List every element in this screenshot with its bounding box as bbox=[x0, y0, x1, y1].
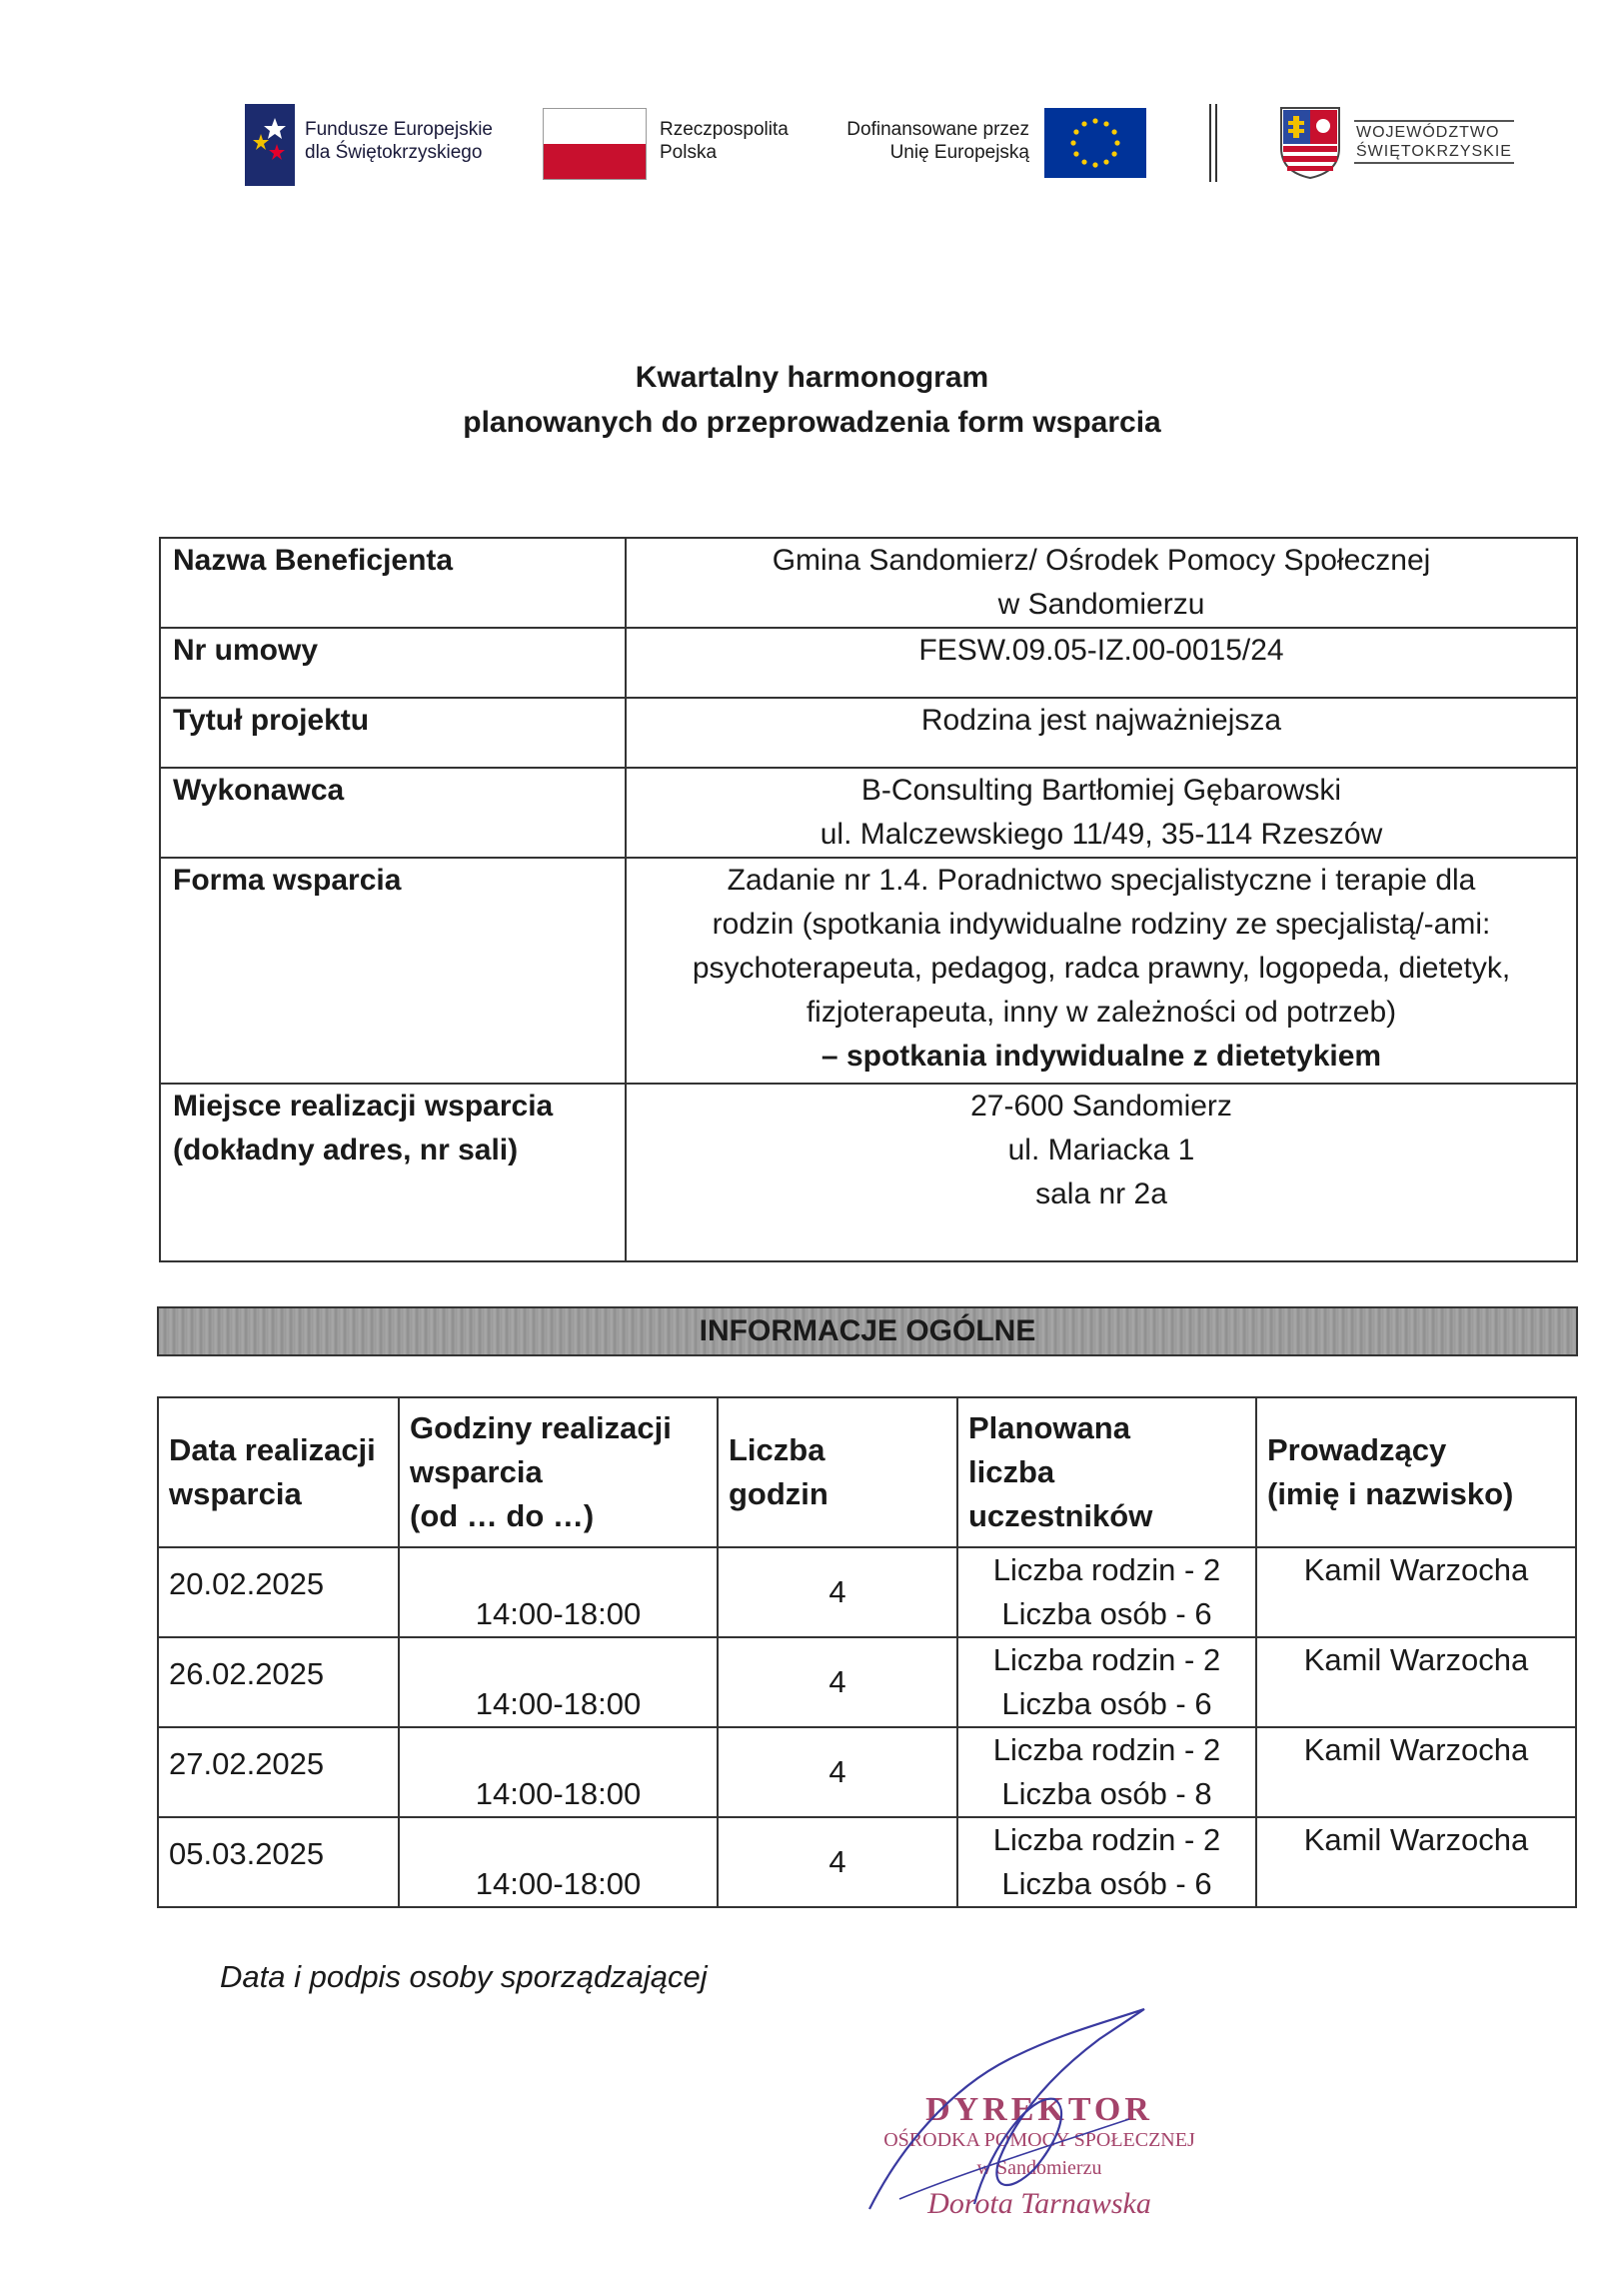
document-title bbox=[0, 355, 1624, 445]
header-count bbox=[718, 1397, 957, 1547]
signature-label: Data i podpis osoby sporządzającej bbox=[220, 1959, 708, 1994]
cell-participants bbox=[957, 1727, 1256, 1817]
info-row-form bbox=[160, 858, 1577, 1084]
info-label: Wykonawca bbox=[160, 768, 626, 858]
participants-families: Liczba rodzin - 2 bbox=[992, 1732, 1221, 1767]
section-header: INFORMACJE OGÓLNE bbox=[157, 1306, 1578, 1356]
cell-count: 4 bbox=[718, 1817, 957, 1907]
info-row-contract bbox=[160, 628, 1577, 698]
header-hours bbox=[399, 1397, 718, 1547]
info-value-line: 27-600 Sandomierz bbox=[970, 1090, 1232, 1123]
logo-strip bbox=[0, 100, 1624, 190]
info-label: Tytuł projektu bbox=[160, 698, 626, 768]
info-value-line: fizjoterapeuta, inny w zależności od potrzeb) bbox=[806, 996, 1397, 1029]
stamp-line: Dorota Tarnawska bbox=[927, 2187, 1151, 2220]
handwritten-signature-icon bbox=[859, 1999, 1219, 2229]
info-value: FESW.09.05-IZ.00-0015/24 bbox=[626, 628, 1577, 698]
info-value-line: rodzin (spotkania indywidualne rodziny ze specjalistą/-ami: bbox=[712, 908, 1491, 941]
header-line: (od … do …) bbox=[410, 1498, 595, 1533]
header-date bbox=[158, 1397, 399, 1547]
header-line: wsparcia bbox=[169, 1476, 302, 1511]
schedule-table bbox=[157, 1396, 1577, 1908]
header-line: Liczba bbox=[729, 1432, 825, 1467]
cell-date: 05.03.2025 bbox=[158, 1817, 399, 1907]
info-value bbox=[626, 1084, 1577, 1261]
participants-persons: Liczba osób - 6 bbox=[1001, 1686, 1212, 1721]
logo-text-line: dla Świętokrzyskiego bbox=[305, 142, 483, 163]
header-line: Data realizacji bbox=[169, 1432, 376, 1467]
cell-hours: 14:00-18:00 bbox=[399, 1817, 718, 1907]
header-line: godzin bbox=[729, 1476, 828, 1511]
table-row bbox=[158, 1727, 1576, 1817]
info-row-project bbox=[160, 698, 1577, 768]
info-value-line: psychoterapeuta, pedagog, radca prawny, logopeda, dietetyk, bbox=[692, 952, 1511, 985]
info-row-place bbox=[160, 1084, 1577, 1261]
rzeczpospolita-text bbox=[660, 118, 789, 164]
header-line: wsparcia bbox=[410, 1454, 543, 1489]
info-value-line: Gmina Sandomierz/ Ośrodek Pomocy Społecznej bbox=[772, 544, 1431, 577]
header-line: uczestników bbox=[968, 1498, 1153, 1533]
cell-lead: Kamil Warzocha bbox=[1256, 1817, 1576, 1907]
logo-text-line: Polska bbox=[660, 142, 718, 163]
info-value-line: B-Consulting Bartłomiej Gębarowski bbox=[860, 774, 1342, 807]
participants-persons: Liczba osób - 6 bbox=[1001, 1596, 1212, 1631]
stamp-line: OŚRODKA POMOCY SPOŁECZNEJ bbox=[883, 2129, 1195, 2151]
header-line: Godziny realizacji bbox=[410, 1410, 672, 1445]
info-value bbox=[626, 858, 1577, 1084]
info-label bbox=[160, 1084, 626, 1261]
cell-participants bbox=[957, 1637, 1256, 1727]
header-line: liczba bbox=[968, 1454, 1055, 1489]
participants-families: Liczba rodzin - 2 bbox=[992, 1552, 1221, 1587]
info-label: Forma wsparcia bbox=[160, 858, 626, 1084]
fundusze-europejskie-text bbox=[305, 118, 493, 164]
cell-lead: Kamil Warzocha bbox=[1256, 1637, 1576, 1727]
header-participants bbox=[957, 1397, 1256, 1547]
logo-text-line: Dofinansowane przez bbox=[846, 119, 1029, 140]
info-value-line: ul. Mariacka 1 bbox=[1007, 1134, 1195, 1166]
fundusze-europejskie-logo-icon bbox=[245, 104, 295, 186]
cell-hours: 14:00-18:00 bbox=[399, 1637, 718, 1727]
participants-families: Liczba rodzin - 2 bbox=[992, 1642, 1221, 1677]
info-value-line: sala nr 2a bbox=[1035, 1177, 1167, 1210]
info-label: Nazwa Beneficjenta bbox=[160, 538, 626, 628]
table-row bbox=[158, 1817, 1576, 1907]
info-row-beneficiary bbox=[160, 538, 1577, 628]
header-line: Prowadzący bbox=[1267, 1432, 1447, 1467]
logo-separator bbox=[1209, 104, 1217, 182]
info-row-contractor bbox=[160, 768, 1577, 858]
info-label: Nr umowy bbox=[160, 628, 626, 698]
header-line: (imię i nazwisko) bbox=[1267, 1476, 1514, 1511]
logo-text-line: Rzeczpospolita bbox=[660, 119, 789, 140]
cell-participants bbox=[957, 1817, 1256, 1907]
eu-flag-icon bbox=[1044, 108, 1146, 178]
cell-date: 20.02.2025 bbox=[158, 1547, 399, 1637]
schedule-header-row bbox=[158, 1397, 1576, 1547]
cell-participants bbox=[957, 1547, 1256, 1637]
swietokrzyskie-crest-icon bbox=[1279, 106, 1341, 180]
participants-families: Liczba rodzin - 2 bbox=[992, 1822, 1221, 1857]
table-row bbox=[158, 1637, 1576, 1727]
cell-count: 4 bbox=[718, 1637, 957, 1727]
info-value-line: ul. Malczewskiego 11/49, 35-114 Rzeszów bbox=[819, 818, 1383, 851]
project-info-table bbox=[159, 537, 1578, 1262]
director-stamp bbox=[859, 1999, 1219, 2229]
stamp-line: w Sandomierzu bbox=[976, 2157, 1102, 2179]
title-line: planowanych do przeprowadzenia form wsparcia bbox=[463, 406, 1161, 439]
cell-hours: 14:00-18:00 bbox=[399, 1727, 718, 1817]
header-lead bbox=[1256, 1397, 1576, 1547]
cell-count: 4 bbox=[718, 1727, 957, 1817]
info-value bbox=[626, 538, 1577, 628]
stamp-line: DYREKTOR bbox=[925, 2091, 1153, 2128]
cell-lead: Kamil Warzocha bbox=[1256, 1727, 1576, 1817]
info-value-line: w Sandomierzu bbox=[997, 588, 1205, 621]
participants-persons: Liczba osób - 8 bbox=[1001, 1776, 1212, 1811]
cell-count: 4 bbox=[718, 1547, 957, 1637]
eu-funding-text bbox=[819, 118, 1029, 164]
polish-flag-icon bbox=[543, 108, 647, 180]
cell-hours: 14:00-18:00 bbox=[399, 1547, 718, 1637]
info-value: Rodzina jest najważniejsza bbox=[626, 698, 1577, 768]
info-value-line: Zadanie nr 1.4. Poradnictwo specjalistyczne i terapie dla bbox=[727, 864, 1476, 897]
info-label-line: Miejsce realizacji wsparcia bbox=[173, 1090, 554, 1123]
info-value-line: – spotkania indywidualne z dietetykiem bbox=[820, 1040, 1382, 1073]
info-label-line: (dokładny adres, nr sali) bbox=[173, 1134, 519, 1166]
logo-text-line: ŚWIĘTOKRZYSKIE bbox=[1356, 143, 1512, 160]
logo-text-line: Unię Europejską bbox=[889, 142, 1029, 163]
cell-lead: Kamil Warzocha bbox=[1256, 1547, 1576, 1637]
cell-date: 27.02.2025 bbox=[158, 1727, 399, 1817]
logo-text-line: Fundusze Europejskie bbox=[305, 119, 493, 140]
participants-persons: Liczba osób - 6 bbox=[1001, 1866, 1212, 1901]
wojewodztwo-text bbox=[1354, 120, 1514, 164]
title-line: Kwartalny harmonogram bbox=[635, 361, 989, 394]
header-line: Planowana bbox=[968, 1410, 1130, 1445]
info-value bbox=[626, 768, 1577, 858]
cell-date: 26.02.2025 bbox=[158, 1637, 399, 1727]
table-row bbox=[158, 1547, 1576, 1637]
logo-text-line: WOJEWÓDZTWO bbox=[1356, 124, 1500, 141]
